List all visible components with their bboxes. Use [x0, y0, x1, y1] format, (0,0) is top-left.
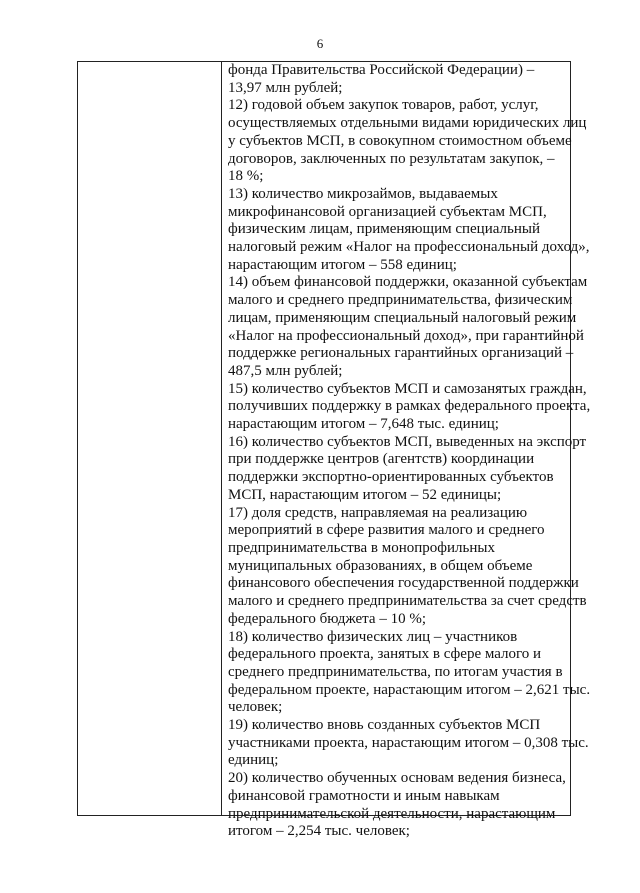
- text-line: федерального проекта, занятых в сфере малого и: [228, 646, 542, 663]
- column-divider: [221, 62, 222, 815]
- text-line: предпринимательства в монопрофильных: [228, 539, 495, 556]
- text-line: малого и среднего предпринимательства за счет средств: [228, 593, 587, 610]
- text-line: осуществляемых отдельными видами юридических лиц: [228, 115, 587, 132]
- text-line: микрофинансовой организацией субъектам МСП,: [228, 203, 547, 220]
- text-line: федерального бюджета – 10 %;: [228, 610, 426, 627]
- text-line: 14) объем финансовой поддержки, оказанной субъектам: [228, 274, 588, 291]
- text-line: предпринимательской деятельности, нарастающим: [228, 805, 556, 822]
- text-line: федеральном проекте, нарастающим итогом – 2,621 тыс.: [228, 681, 591, 698]
- text-line: поддержки экспортно-ориентированных субъектов: [228, 469, 554, 486]
- page-number: 6: [316, 36, 324, 51]
- text-line: финансового обеспечения государственной поддержки: [228, 575, 579, 592]
- text-line: получивших поддержку в рамках федерального проекта,: [228, 398, 591, 415]
- text-line: налоговый режим «Налог на профессиональный доход»,: [228, 239, 590, 256]
- text-line: малого и среднего предпринимательства, физическим: [228, 292, 573, 309]
- text-line: нарастающим итогом – 558 единиц;: [228, 256, 457, 273]
- text-line: муниципальных образованиях, в общем объеме: [228, 557, 533, 574]
- text-line: 16) количество субъектов МСП, выведенных на экспорт: [228, 433, 587, 450]
- text-line: 17) доля средств, направляемая на реализацию: [228, 504, 528, 521]
- text-line: физическим лицам, применяющим специальный: [228, 221, 540, 238]
- text-line: 20) количество обученных основам ведения бизнеса,: [228, 770, 566, 787]
- text-line: договоров, заключенных по результатам закупок, –: [228, 150, 555, 167]
- text-line: 19) количество вновь созданных субъектов МСП: [228, 717, 541, 734]
- text-line: поддержке региональных гарантийных организаций –: [228, 345, 574, 362]
- text-line: 13) количество микрозаймов, выдаваемых: [228, 185, 498, 202]
- document-table: [77, 61, 591, 840]
- text-line: единиц;: [228, 752, 279, 769]
- text-line: среднего предпринимательства, по итогам участия в: [228, 663, 563, 680]
- text-line: при поддержке центров (агентств) координации: [228, 451, 535, 468]
- text-line: 18) количество физических лиц – участников: [228, 628, 518, 645]
- text-line: фонда Правительства Российской Федерации) –: [228, 62, 535, 78]
- text-line: итогом – 2,254 тыс. человек;: [228, 823, 410, 840]
- text-line: 13,97 млн рублей;: [228, 79, 343, 96]
- text-line: МСП, нарастающим итогом – 52 единицы;: [228, 486, 502, 503]
- text-line: нарастающим итогом – 7,648 тыс. единиц;: [228, 416, 499, 433]
- text-line: 18 %;: [228, 168, 264, 185]
- table-cell-content: [228, 62, 591, 841]
- text-line: у субъектов МСП, в совокупном стоимостном объеме: [228, 132, 572, 149]
- text-line: лицам, применяющим специальный налоговый режим: [228, 309, 577, 326]
- text-line: 12) годовой объем закупок товаров, работ, услуг,: [228, 97, 539, 114]
- text-line: 487,5 млн рублей;: [228, 362, 343, 379]
- text-line: финансовой грамотности и иным навыкам: [228, 787, 500, 804]
- text-line: «Налог на профессиональный доход», при гарантийной: [228, 327, 584, 344]
- text-line: человек;: [228, 699, 283, 716]
- text-line: 15) количество субъектов МСП и самозанятых граждан,: [228, 380, 587, 397]
- text-line: мероприятий в сфере развития малого и среднего: [228, 522, 545, 539]
- text-line: участниками проекта, нарастающим итогом – 0,308 тыс.: [228, 734, 589, 751]
